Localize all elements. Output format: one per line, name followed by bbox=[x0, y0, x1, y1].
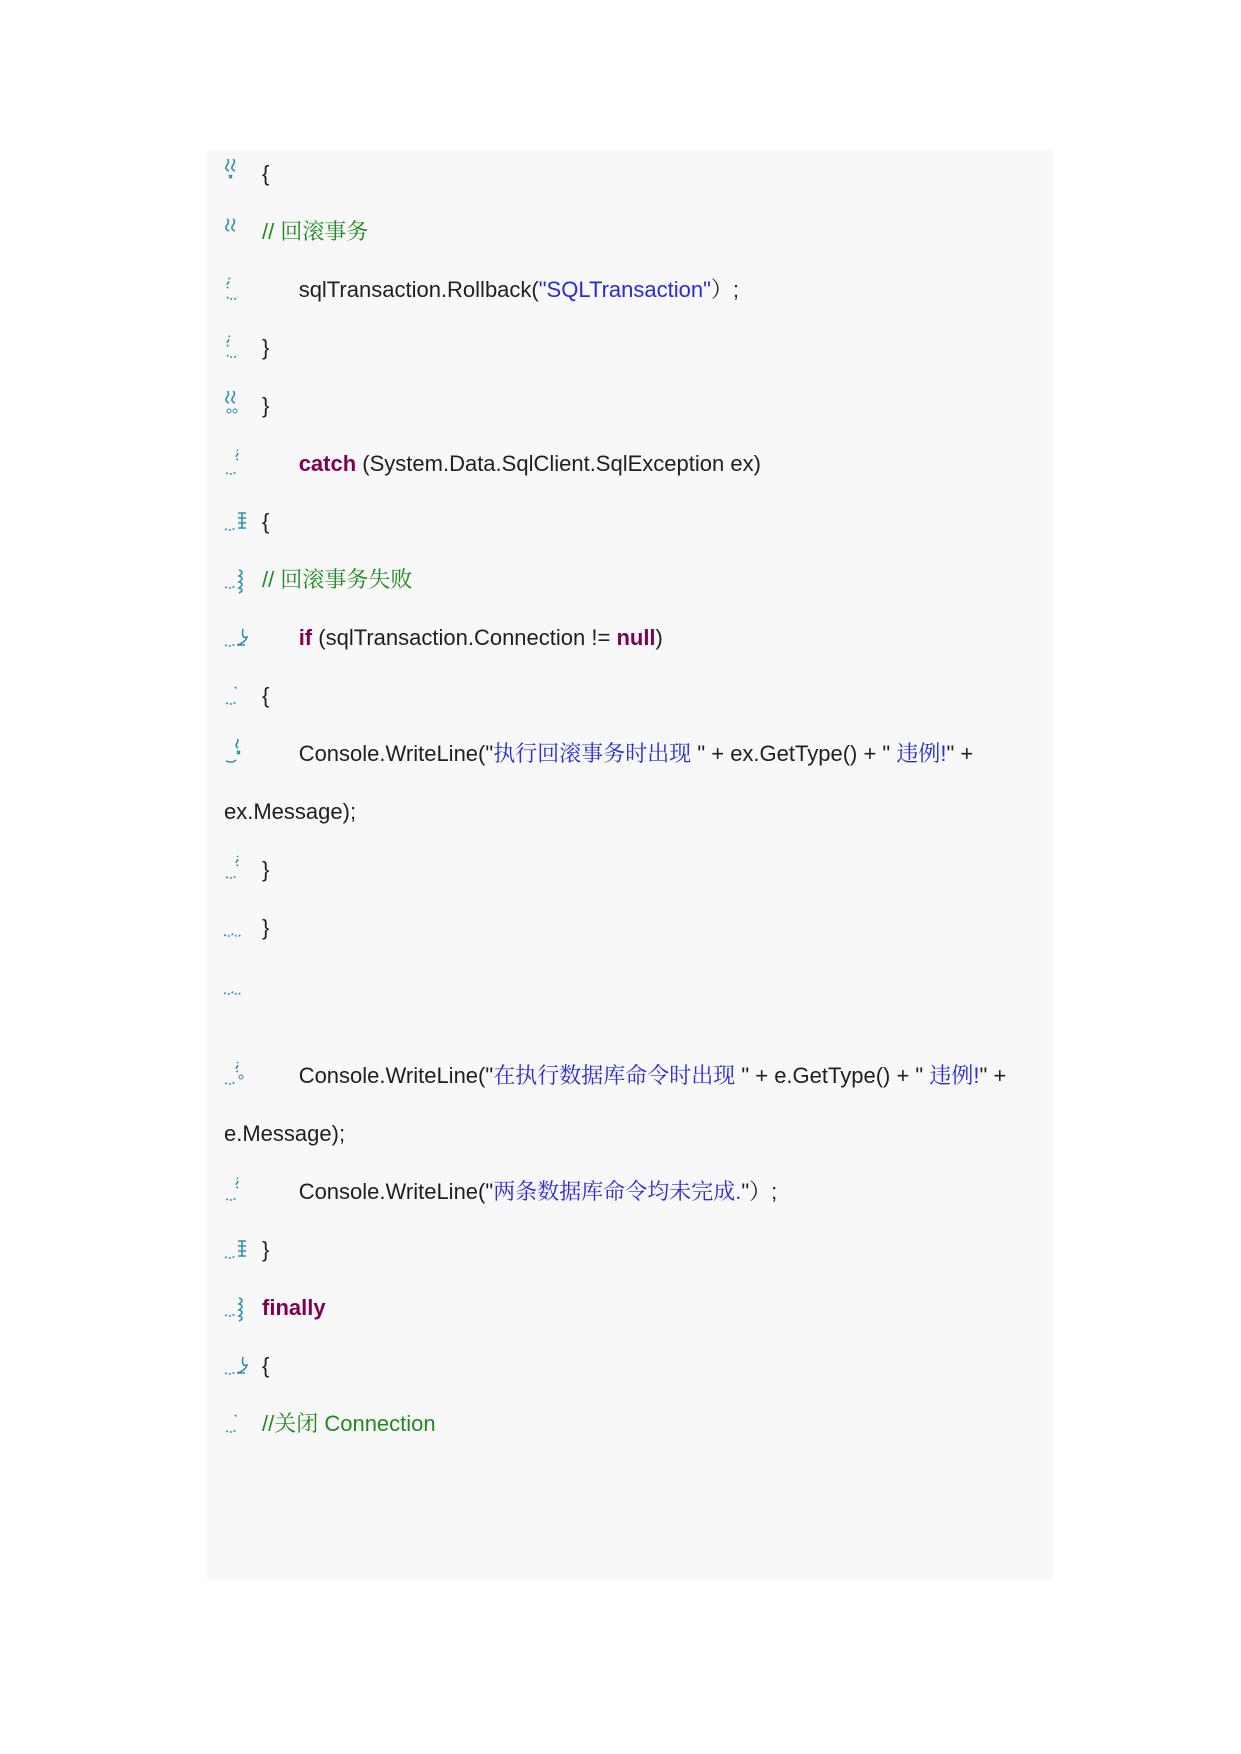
marker-icon bbox=[223, 560, 251, 600]
code-block bbox=[207, 150, 1053, 1580]
code-text: " + bbox=[946, 741, 974, 766]
code-text: { bbox=[262, 509, 270, 534]
code-text: { bbox=[262, 161, 270, 186]
code-string: 执行回滚事务时出现 bbox=[493, 741, 698, 766]
code-text: " + e.GetType() + " bbox=[741, 1063, 924, 1088]
code-line bbox=[207, 618, 1053, 658]
code-line bbox=[207, 850, 1053, 890]
code-text: ex.Message); bbox=[224, 799, 357, 824]
marker-icon bbox=[223, 1172, 251, 1212]
marker-icon bbox=[223, 502, 251, 542]
code-text: e.Message); bbox=[224, 1121, 346, 1146]
code-line bbox=[207, 154, 1053, 194]
marker-icon bbox=[223, 328, 251, 368]
code-line bbox=[207, 1056, 1053, 1096]
code-line bbox=[207, 966, 1053, 1006]
marker-icon bbox=[223, 850, 251, 890]
code-text: { bbox=[262, 683, 270, 708]
code-line bbox=[207, 502, 1053, 542]
code-string: 违例! bbox=[890, 741, 947, 766]
code-line bbox=[207, 1172, 1053, 1212]
code-text: } bbox=[262, 1237, 270, 1262]
code-line bbox=[207, 1404, 1053, 1444]
code-line bbox=[207, 1288, 1053, 1328]
code-string: 两条数据库命令均未完成. bbox=[493, 1179, 742, 1204]
code-line bbox=[207, 792, 1053, 832]
code-text: ) bbox=[655, 625, 663, 650]
marker-icon bbox=[223, 966, 251, 1006]
code-text: } bbox=[262, 335, 270, 360]
code-text: "）; bbox=[741, 1179, 778, 1204]
marker-icon bbox=[223, 386, 251, 426]
marker-icon bbox=[223, 1288, 251, 1328]
code-comment: // 回滚事务失败 bbox=[262, 567, 413, 592]
code-line bbox=[207, 328, 1053, 368]
code-line bbox=[207, 908, 1053, 948]
code-text: (System.Data.SqlClient.SqlException ex) bbox=[356, 451, 761, 476]
code-string: 在执行数据库命令时出现 bbox=[493, 1063, 742, 1088]
code-keyword: catch bbox=[298, 451, 357, 476]
code-comment: //关闭 Connection bbox=[262, 1411, 436, 1436]
marker-icon bbox=[223, 618, 251, 658]
marker-icon bbox=[223, 908, 251, 948]
marker-icon bbox=[223, 154, 251, 194]
code-comment: // 回滚事务 bbox=[262, 219, 369, 244]
marker-icon bbox=[223, 1346, 251, 1386]
code-text: sqlTransaction.Rollback( bbox=[298, 277, 539, 302]
code-text: { bbox=[262, 1353, 270, 1378]
code-line bbox=[207, 444, 1053, 484]
code-keyword: if bbox=[298, 625, 313, 650]
marker-icon bbox=[223, 1230, 251, 1270]
code-string: 违例! bbox=[923, 1063, 980, 1088]
code-text: } bbox=[262, 857, 270, 882]
marker-icon bbox=[223, 1404, 251, 1444]
code-keyword: finally bbox=[262, 1295, 326, 1320]
code-string: "SQLTransaction" bbox=[538, 277, 711, 302]
marker-icon bbox=[223, 212, 251, 252]
code-text: " + bbox=[979, 1063, 1007, 1088]
marker-icon bbox=[223, 270, 251, 310]
code-text: } bbox=[262, 393, 270, 418]
marker-icon bbox=[223, 1056, 251, 1096]
marker-icon bbox=[223, 444, 251, 484]
code-line bbox=[207, 734, 1053, 774]
code-line bbox=[207, 270, 1053, 310]
code-text: } bbox=[262, 915, 270, 940]
code-text: ）; bbox=[710, 277, 740, 302]
code-text: " + ex.GetType() + " bbox=[697, 741, 891, 766]
code-line bbox=[207, 1230, 1053, 1270]
marker-icon bbox=[223, 676, 251, 716]
code-line bbox=[207, 1346, 1053, 1386]
code-text: Console.WriteLine(" bbox=[298, 1179, 494, 1204]
code-text: (sqlTransaction.Connection != bbox=[312, 625, 617, 650]
marker-icon bbox=[223, 734, 251, 774]
code-keyword: null bbox=[616, 625, 656, 650]
code-text: Console.WriteLine(" bbox=[298, 1063, 494, 1088]
code-text: Console.WriteLine(" bbox=[298, 741, 494, 766]
